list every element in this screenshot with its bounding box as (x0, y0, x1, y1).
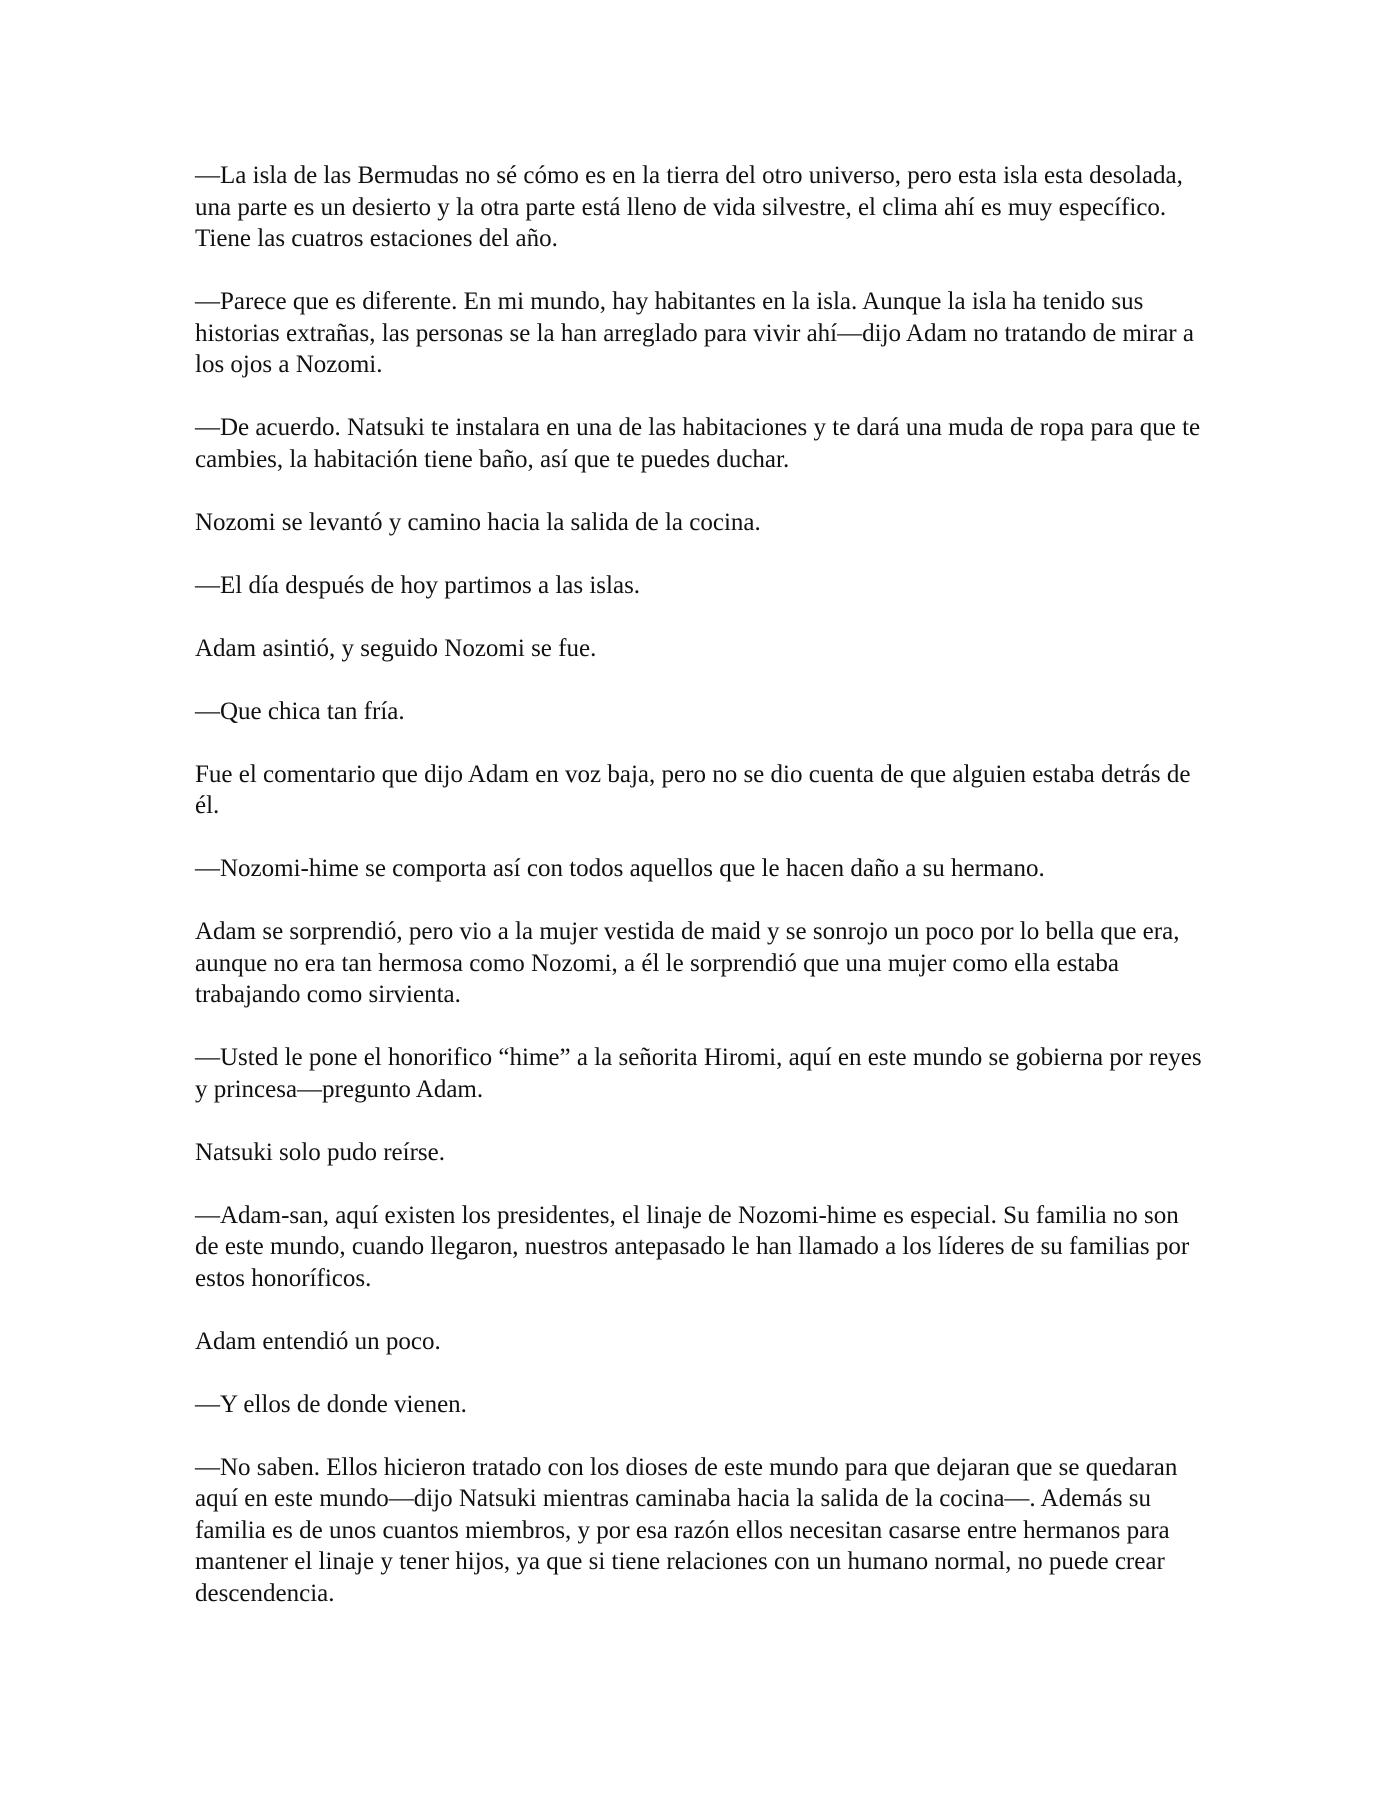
paragraph-5: —El día después de hoy partimos a las islas. (195, 571, 641, 599)
paragraph-11: —Usted le pone el honorifico “hime” a la señorita Hiromi, aquí en este mundo se gobierna por reyes y princesa—pregunto Adam. (195, 1044, 1202, 1103)
paragraph-9: —Nozomi-hime se comporta así con todos aquellos que le hacen daño a su hermano. (195, 855, 1045, 882)
paragraph-13: —Adam-san, aquí existen los presidentes, el linaje de Nozomi-hime es especial. Su familia no son de este mundo, cuando llegaron, nuestros antepasado le han llamado a los líderes de su familias por estos honoríficos. (195, 1201, 1190, 1292)
paragraph-8: Fue el comentario que dijo Adam en voz baja, pero no se dio cuenta de que alguien estaba detrás de él. (195, 760, 1191, 819)
paragraph-15: —Y ellos de donde vienen. (195, 1390, 467, 1418)
paragraph-1: —La isla de las Bermudas no sé cómo es en la tierra del otro universo, pero esta isla esta desolada, una parte es un desierto y la otra parte está lleno de vida silvestre, el clima ahí es muy específico. Tiene las cuatros estaciones del año. (195, 162, 1183, 252)
paragraph-14: Adam entendió un poco. (195, 1327, 441, 1355)
paragraph-16: —No saben. Ellos hicieron tratado con los dioses de este mundo para que dejaran que se quedaran aquí en este mundo—dijo Natsuki mientras caminaba hacia la salida de la cocina—. Además su familia es de unos cuantos miembros, y por esa razón ellos necesitan casarse entre hermanos para mantener el linaje y tener hijos, ya que si tiene relaciones con un humano normal, no puede crear descendencia. (195, 1453, 1178, 1607)
paragraph-3: —De acuerdo. Natsuki te instalara en una de las habitaciones y te dará una muda de ropa para que te cambies, la habitación tiene baño, así que te puedes duchar. (195, 414, 1201, 473)
paragraph-2: —Parece que es diferente. En mi mundo, hay habitantes en la isla. Aunque la isla ha tenido sus historias extrañas, las personas se la han arreglado para vivir ahí—dijo Adam no tratando de mirar a los ojos a Nozomi. (195, 288, 1194, 378)
paragraph-6: Adam asintió, y seguido Nozomi se fue. (195, 634, 597, 662)
paragraph-12: Natsuki solo pudo reírse. (195, 1138, 445, 1166)
paragraph-7: —Que chica tan fría. (195, 697, 405, 725)
paragraph-10: Adam se sorprendió, pero vio a la mujer vestida de maid y se sonrojo un poco por lo bella que era, aunque no era tan hermosa como Nozomi, a él le sorprendió que una mujer como ella estaba trabajando como sirvienta. (195, 918, 1180, 1008)
document-page (195, 160, 1205, 1609)
paragraph-4: Nozomi se levantó y camino hacia la salida de la cocina. (195, 508, 761, 536)
